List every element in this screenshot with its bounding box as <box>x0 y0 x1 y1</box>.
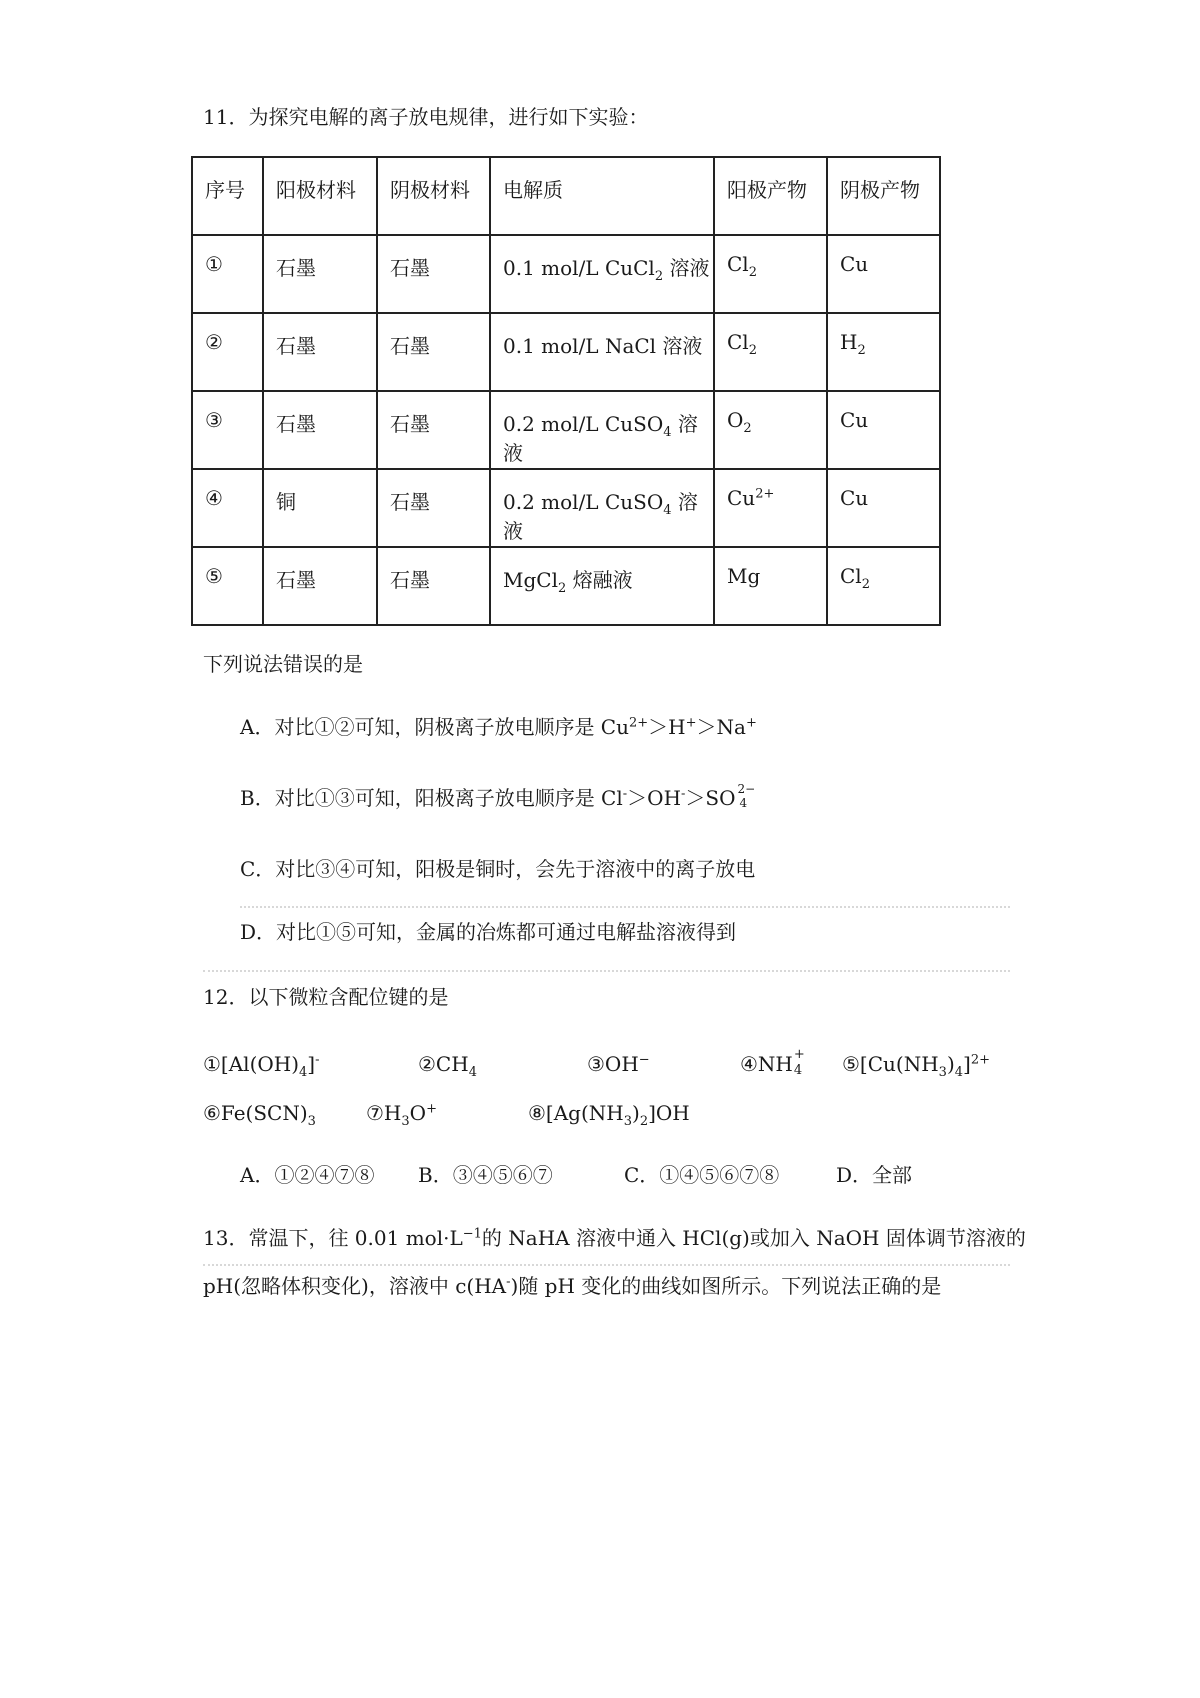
q13-line-2: pH(忽略体积变化)，溶液中 c(HA-)随 pH 变化的曲线如图所示。下列说法正确的是 <box>203 1274 942 1298</box>
table-row <box>192 313 940 391</box>
q11-option-d[interactable]: D．对比①⑤可知，金属的冶炼都可通过电解盐溶液得到 <box>240 920 737 944</box>
anode-product: $O_2$ <box>714 391 827 469</box>
anode-product: Mg <box>714 547 827 625</box>
cathode-material: 石墨 <box>377 313 490 391</box>
table-header-row <box>192 157 940 235</box>
electrolyte: MgCl$_2$ 熔融液 <box>490 547 714 625</box>
particle-2: $②CH_4$ <box>418 1052 477 1080</box>
q11-stem: 11．为探究电解的离子放电规律，进行如下实验： <box>203 105 649 129</box>
table-row <box>192 469 940 547</box>
particle-1: $①[Al(OH)_4]^-$ <box>203 1052 320 1080</box>
anode-material: 石墨 <box>263 391 377 469</box>
cathode-product: $Cl_2$ <box>827 547 940 625</box>
anode-material: 石墨 <box>263 313 377 391</box>
row-number: ⑤ <box>192 547 263 625</box>
sulfate-charge: 2− 4 <box>737 782 756 810</box>
cathode-product: Cu <box>827 235 940 313</box>
particle-5: $⑤[Cu(NH_3)_4]^{2+}$ <box>842 1052 991 1080</box>
experiment-table <box>191 156 941 626</box>
dotted-divider <box>203 1264 1010 1266</box>
electrolyte: 0.1 mol/L CuCl$_2$ 溶液 <box>490 235 714 313</box>
cathode-product: Cu <box>827 469 940 547</box>
header-cell: 序号 <box>192 157 263 235</box>
anode-material: 铜 <box>263 469 377 547</box>
q11-option-c[interactable]: C．对比③④可知，阳极是铜时，会先于溶液中的离子放电 <box>240 857 756 881</box>
dotted-divider <box>203 970 1010 972</box>
electrolyte: 0.2 mol/L CuSO$_4$ 溶液 <box>490 391 714 469</box>
cathode-material: 石墨 <box>377 547 490 625</box>
electrolyte: 0.1 mol/L NaCl 溶液 <box>490 313 714 391</box>
anode-product: $Cl_2$ <box>714 235 827 313</box>
electrolyte: 0.2 mol/L CuSO$_4$ 溶液 <box>490 469 714 547</box>
anode-product: $Cu^{2+}$ <box>714 469 827 547</box>
q11-option-a[interactable]: A．对比①②可知，阴极离子放电顺序是 $Cu^{2+}>H^+>Na^+$ <box>240 715 757 739</box>
q11-prompt: 下列说法错误的是 <box>203 652 363 676</box>
anode-material: 石墨 <box>263 547 377 625</box>
row-number: ③ <box>192 391 263 469</box>
header-cell: 阳极产物 <box>714 157 827 235</box>
dotted-divider <box>240 906 1010 908</box>
cathode-material: 石墨 <box>377 391 490 469</box>
row-number: ① <box>192 235 263 313</box>
q12-option-c[interactable]: C．①④⑤⑥⑦⑧ <box>624 1163 780 1187</box>
q12-stem: 12．以下微粒含配位键的是 <box>203 985 449 1009</box>
cathode-product: Cu <box>827 391 940 469</box>
anode-material: 石墨 <box>263 235 377 313</box>
particle-3: ③OH− <box>587 1052 650 1076</box>
q12-option-b[interactable]: B．③④⑤⑥⑦ <box>418 1163 553 1187</box>
row-number: ④ <box>192 469 263 547</box>
table-row <box>192 235 940 313</box>
cathode-material: 石墨 <box>377 235 490 313</box>
q12-option-d[interactable]: D．全部 <box>836 1163 913 1187</box>
cathode-material: 石墨 <box>377 469 490 547</box>
particle-8: $⑧[Ag(NH_3)_2]OH$ <box>528 1101 690 1129</box>
table-row <box>192 547 940 625</box>
row-number: ② <box>192 313 263 391</box>
header-cell: 阴极产物 <box>827 157 940 235</box>
header-cell: 阴极材料 <box>377 157 490 235</box>
q12-option-a[interactable]: A．①②④⑦⑧ <box>240 1163 375 1187</box>
anode-product: $Cl_2$ <box>714 313 827 391</box>
cathode-product: $H_2$ <box>827 313 940 391</box>
q13-line-1: 13．常温下，往 0.01 $mol\cdot L^{-1}$的 NaHA 溶液中通入 HCl(g)或加入 NaOH 固体调节溶液的 <box>203 1226 1026 1250</box>
header-cell: 阳极材料 <box>263 157 377 235</box>
table-row <box>192 391 940 469</box>
q11-option-b[interactable]: B．对比①③可知，阳极离子放电顺序是 Cl-＞OH-＞SO 2− 4 <box>240 782 756 810</box>
header-cell: 电解质 <box>490 157 714 235</box>
particle-4: ④NH + 4 <box>740 1047 805 1078</box>
particle-7: $⑦H_3O^+$ <box>366 1101 437 1129</box>
particle-6: $⑥Fe(SCN)_3$ <box>203 1101 316 1129</box>
